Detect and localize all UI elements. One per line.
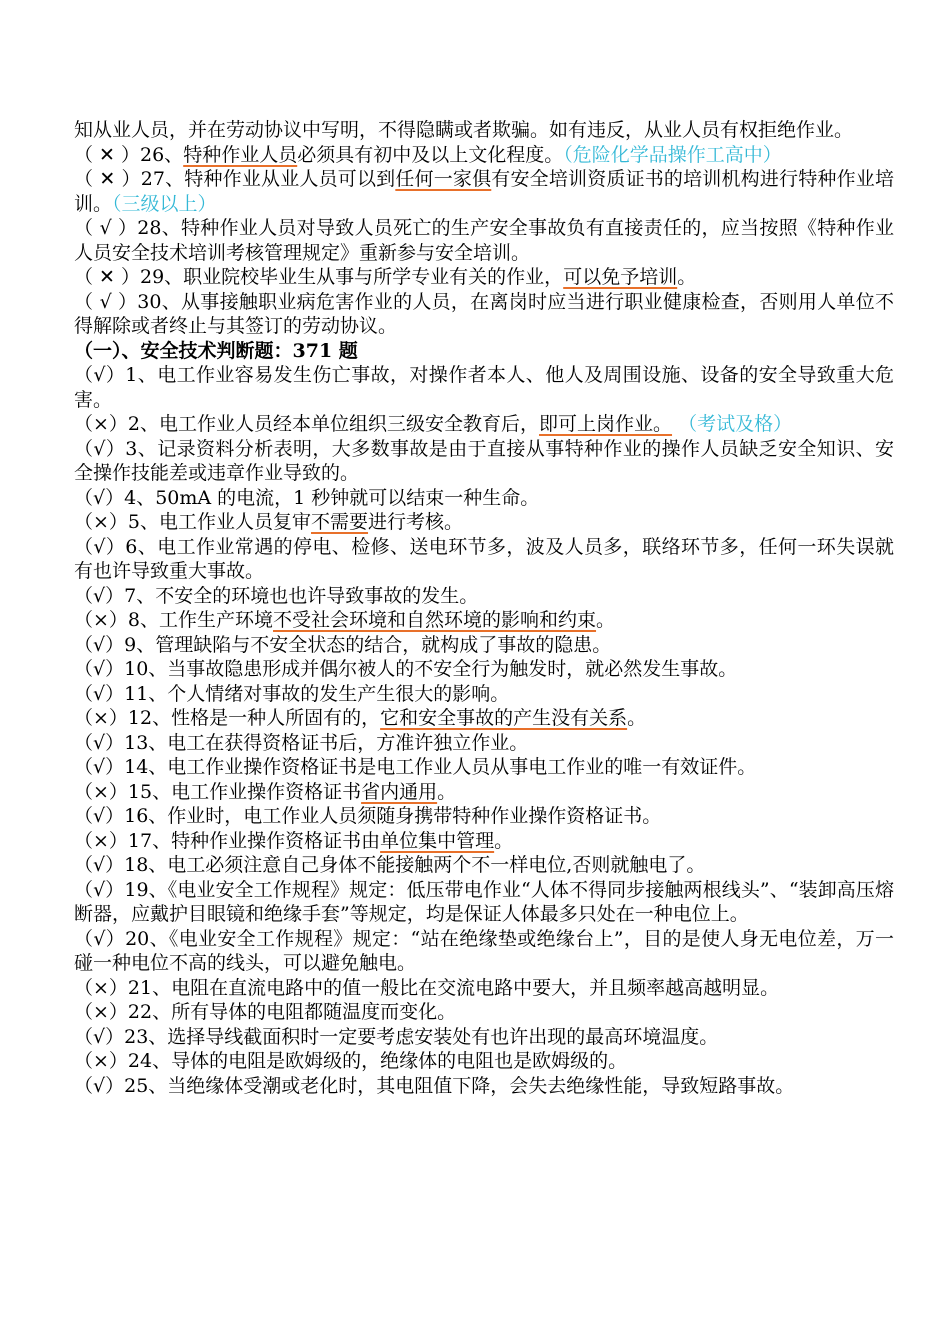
text-run: （√）14、电工作业操作资格证书是电工作业人员从事电工作业的唯一有效证件。	[74, 756, 757, 778]
question-item	[74, 437, 894, 486]
question-item	[74, 804, 894, 829]
underlined-phrase: 可以免予培训	[563, 266, 678, 288]
text-run: 。	[494, 829, 514, 852]
text-run: 有安全培训资质证书的培训机构进行特种作业培训。	[74, 168, 894, 215]
question-item	[74, 608, 894, 633]
question-item	[74, 878, 894, 927]
text-run: （ ✕ ）29、职业院校毕业生从事与所学专业有关的作业，	[74, 266, 564, 288]
question-item	[74, 1000, 894, 1025]
text-run: （√）19、《电业安全工作规程》规定：低压带电作业“人体不得同步接触两根线头”、“装卸高压熔断器，应戴护目眼镜和绝缘手套”等规定，均是保证人体最多只处在一种电位上。	[74, 878, 894, 925]
question-item	[74, 755, 894, 780]
annotation-note: （三级以上）	[112, 192, 217, 215]
question-item	[74, 412, 894, 437]
text-run: （×）24、导体的电阻是欧姆级的，绝缘体的电阻也是欧姆级的。	[74, 1050, 628, 1072]
question-item	[74, 143, 894, 168]
text-run: （√）1、电工作业容易发生伤亡事故，对操作者本人、他人及周围设施、设备的安全导致重大危害。	[74, 364, 894, 411]
underlined-phrase: 不受社会环境和自然环境的影响和约束	[273, 609, 597, 631]
underlined-phrase: 它和安全事故的产生没有关系	[380, 707, 628, 729]
question-item	[74, 584, 894, 609]
text-run: （ √ ）28、特种作业人员对导致人员死亡的生产安全事故负有直接责任的，应当按照《特种作业人员安全技术培训考核管理规定》重新参与安全培训。	[74, 217, 894, 264]
text-run: （ ✕ ）27、特种作业从业人员可以到	[74, 168, 396, 190]
question-item	[74, 535, 894, 584]
underlined-phrase: 特种作业人员	[183, 143, 298, 166]
question-item	[74, 510, 894, 535]
text-run: （√）10、当事故隐患形成并偶尔被人的不安全行为触发时，就必然发生事故。	[74, 658, 738, 680]
section-heading	[74, 339, 894, 364]
question-item	[74, 290, 894, 339]
question-item	[74, 1025, 894, 1050]
underlined-phrase: 省内通用	[361, 780, 438, 803]
text-run: （√）16、作业时，电工作业人员须随身携带特种作业操作资格证书。	[74, 805, 662, 827]
question-item	[74, 1049, 894, 1074]
question-item	[74, 853, 894, 878]
annotation-note: （危险化学品操作工高中）	[563, 143, 782, 166]
question-item	[74, 976, 894, 1001]
text-run: （√）13、电工在获得资格证书后，方准许独立作业。	[74, 731, 529, 754]
question-item	[74, 829, 894, 854]
text-run: （×）15、电工作业操作资格证书	[74, 780, 362, 803]
question-item	[74, 682, 894, 707]
question-item	[74, 486, 894, 511]
text-run: （√）7、不安全的环境也也许导致事故的发生。	[74, 584, 479, 607]
question-item	[74, 216, 894, 265]
text-run: （×）2、电工作业人员经本单位组织三级安全教育后，	[74, 413, 540, 435]
text-run: （×）5、电工作业人员复审	[74, 511, 312, 533]
question-item	[74, 167, 894, 216]
text-run: 。	[627, 707, 647, 729]
text-run: （×）17、特种作业操作资格证书由	[74, 829, 381, 852]
question-item	[74, 927, 894, 976]
text-run: （√）3、记录资料分析表明，大多数事故是由于直接从事特种作业的操作人员缺乏安全知识、安全操作技能差或违章作业导致的。	[74, 437, 894, 484]
underlined-phrase: 任何一家俱	[395, 168, 492, 190]
text-run: （√）23、选择导线截面积时一定要考虑安装处有也许出现的最高环境温度。	[74, 1025, 719, 1048]
text-run: 必须具有初中及以上文化程度。	[297, 143, 564, 166]
text-run: （√）25、当绝缘体受潮或老化时，其电阻值下降，会失去绝缘性能，导致短路事故。	[74, 1074, 795, 1097]
text-run: （×）8、工作生产环境	[74, 609, 274, 631]
text-run: 进行考核。	[368, 511, 464, 533]
text-run: （√）9、管理缺陷与不安全状态的结合，就构成了事故的隐患。	[74, 633, 612, 656]
annotation-note: （考试及格）	[678, 413, 793, 435]
question-item	[74, 780, 894, 805]
question-item	[74, 118, 894, 143]
underlined-phrase: 即可上岗作业。	[539, 413, 673, 435]
question-item	[74, 657, 894, 682]
question-item	[74, 633, 894, 658]
text-run: （ ✕ ）26、	[74, 143, 184, 166]
question-item	[74, 363, 894, 412]
document-page	[74, 118, 894, 1098]
question-item	[74, 706, 894, 731]
text-run: （√）18、电工必须注意自己身体不能接触两个不一样电位,否则就触电了。	[74, 854, 706, 876]
question-item	[74, 731, 894, 756]
text-run: 。	[677, 266, 697, 288]
text-run: （√）4、50mA 的电流，1 秒钟就可以结束一种生命。	[74, 486, 540, 509]
text-run: 知从业人员，并在劳动协议中写明，不得隐瞒或者欺骗。如有违反，从业人员有权拒绝作业。	[74, 119, 854, 141]
text-run: 。	[437, 780, 457, 803]
underlined-phrase: 单位集中管理	[380, 829, 495, 852]
text-run: （ √ ）30、从事接触职业病危害作业的人员，在离岗时应当进行职业健康检查，否则用人单位不得解除或者终止与其签订的劳动协议。	[74, 290, 894, 337]
underlined-phrase: 不需要	[311, 511, 369, 533]
text-run: （√）11、个人情绪对事故的发生产生很大的影响。	[74, 682, 510, 705]
question-item	[74, 1074, 894, 1099]
text-run: 。	[596, 609, 616, 631]
question-item	[74, 265, 894, 290]
text-run: （×）12、性格是一种人所固有的，	[74, 707, 381, 729]
text-run: （√）6、电工作业常遇的停电、检修、送电环节多，波及人员多，联络环节多，任何一环失误就有也许导致重大事故。	[74, 535, 894, 582]
text-run: （×）22、所有导体的电阻都随温度而变化。	[74, 1001, 457, 1023]
text-run: （×）21、电阻在直流电路中的值一般比在交流电路中要大，并且频率越高越明显。	[74, 976, 780, 999]
text-run: （√）20、《电业安全工作规程》规定：“站在绝缘垫或绝缘台上”，目的是使人身无电位差，万一碰一种电位不高的线头，可以避免触电。	[74, 927, 894, 974]
text-run: （一）、安全技术判断题：371 题	[74, 339, 358, 362]
